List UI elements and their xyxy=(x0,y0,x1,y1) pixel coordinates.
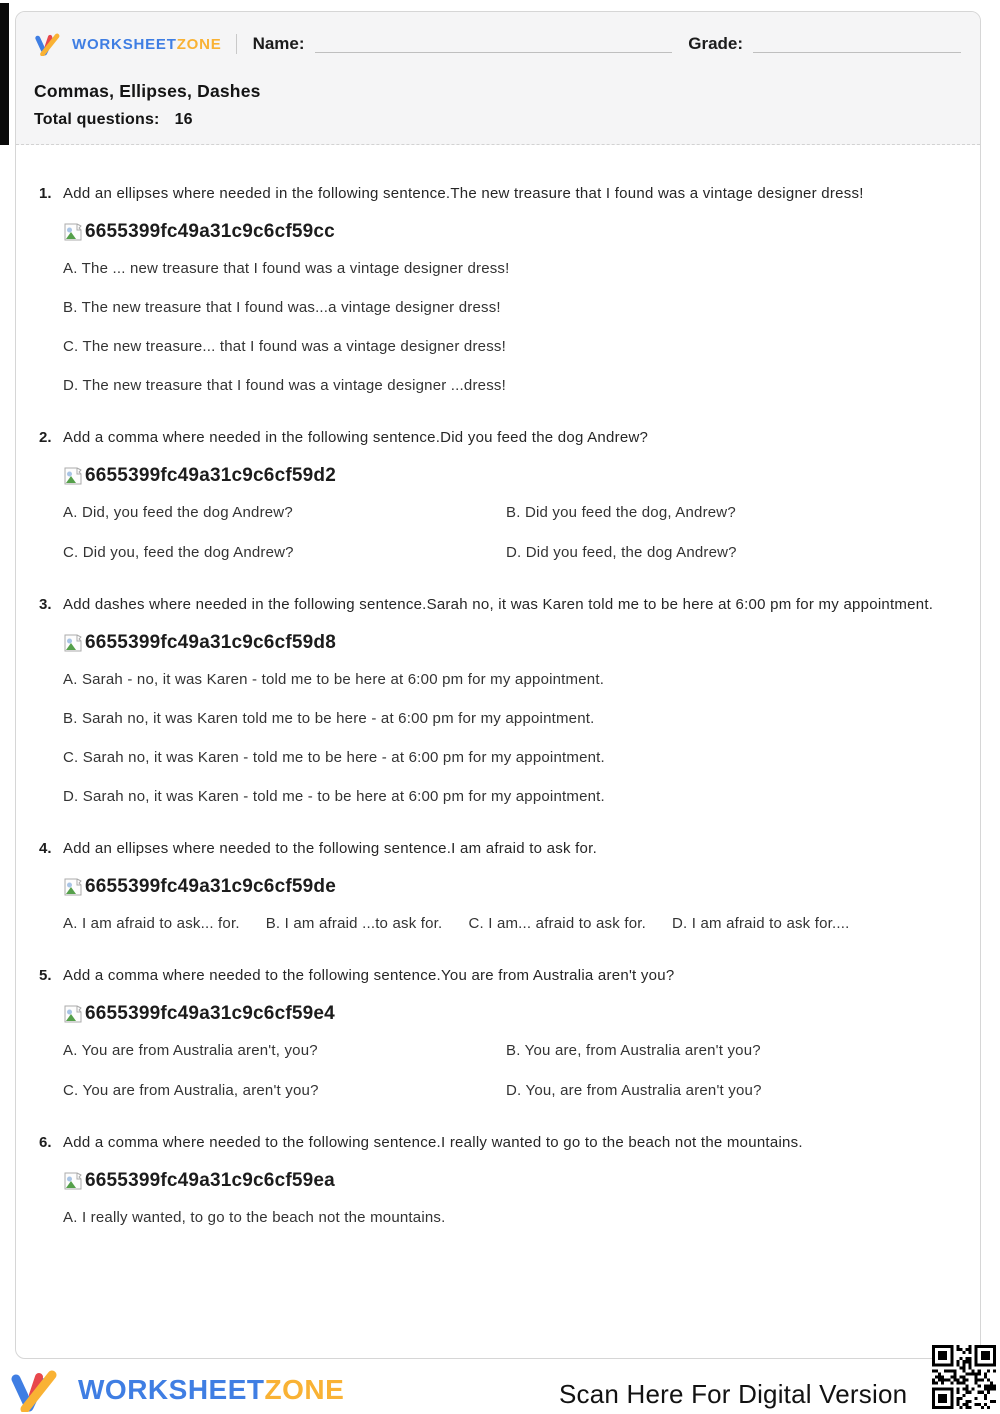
answer-option[interactable]: C. Sarah no, it was Karen - told me to be here - at 6:00 pm for my appointment. xyxy=(63,749,605,766)
image-placeholder xyxy=(63,1001,956,1027)
image-placeholder xyxy=(63,463,956,489)
question xyxy=(39,836,956,933)
question-number: 1. xyxy=(39,185,52,202)
footer-brand-name: WORKSHEETZONE xyxy=(78,1374,345,1405)
answer-option[interactable]: B. You are, from Australia aren't you? xyxy=(506,1042,761,1059)
answer-option[interactable]: B. The new treasure that I found was...a vintage designer dress! xyxy=(63,299,501,316)
options xyxy=(63,1209,956,1227)
brand-name: WORKSHEETZONE xyxy=(72,35,222,53)
question-number: 4. xyxy=(39,840,52,857)
answer-option[interactable]: D. You, are from Australia aren't you? xyxy=(506,1082,762,1099)
image-alt-text: 6655399fc49a31c9c6cf59e4 xyxy=(85,1003,335,1024)
image-placeholder xyxy=(63,1168,956,1194)
answer-option[interactable]: A. Did, you feed the dog Andrew? xyxy=(63,504,293,521)
answer-option[interactable]: A. I really wanted, to go to the beach not the mountains. xyxy=(63,1209,446,1226)
header-divider xyxy=(236,34,237,54)
answer-option[interactable]: B. Did you feed the dog, Andrew? xyxy=(506,504,736,521)
grade-label: Grade: xyxy=(688,34,744,53)
answer-option[interactable]: A. You are from Australia aren't, you? xyxy=(63,1042,318,1059)
broken-image-icon xyxy=(63,1004,83,1024)
worksheetzone-logo-icon xyxy=(34,32,64,56)
question-text: Add an ellipses where needed in the following sentence.The new treasure that I found was a vintage designer dress! xyxy=(63,185,864,202)
answer-option[interactable]: A. Sarah - no, it was Karen - told me to be here at 6:00 pm for my appointment. xyxy=(63,671,605,688)
question-content xyxy=(63,592,956,806)
options xyxy=(63,1042,956,1100)
answer-option[interactable]: B. I am afraid ...to ask for. xyxy=(265,915,443,932)
grade-blank-line[interactable] xyxy=(753,36,961,53)
card-header xyxy=(16,12,980,145)
question-number: 6. xyxy=(39,1134,52,1151)
worksheet-title: Commas, Ellipses, Dashes xyxy=(34,81,261,101)
worksheet-card xyxy=(15,11,981,1359)
total-questions xyxy=(34,111,961,129)
left-edge-strip xyxy=(0,3,9,145)
image-alt-text: 6655399fc49a31c9c6cf59d8 xyxy=(85,632,336,653)
broken-image-icon xyxy=(63,466,83,486)
question-number: 3. xyxy=(39,596,52,613)
options xyxy=(63,260,956,395)
question xyxy=(39,592,956,806)
question-content xyxy=(63,181,956,395)
answer-option[interactable]: B. Sarah no, it was Karen told me to be here - at 6:00 pm for my appointment. xyxy=(63,710,595,727)
image-placeholder xyxy=(63,219,956,245)
question-number: 5. xyxy=(39,967,52,984)
answer-option[interactable]: A. The ... new treasure that I found was a vintage designer dress! xyxy=(63,260,510,277)
question-content xyxy=(63,836,956,933)
answer-option[interactable]: C. You are from Australia, aren't you? xyxy=(63,1082,319,1099)
question-text: Add a comma where needed to the following sentence.I really wanted to go to the beach not the mountains. xyxy=(63,1134,803,1151)
answer-option[interactable]: D. The new treasure that I found was a vintage designer ...dress! xyxy=(63,377,506,394)
question-content xyxy=(63,1130,956,1227)
question-content xyxy=(63,425,956,562)
question-content xyxy=(63,963,956,1100)
answer-option[interactable]: C. I am... afraid to ask for. xyxy=(468,915,646,932)
question-text: Add dashes where needed in the following sentence.Sarah no, it was Karen told me to be here at 6:00 pm for my appointment. xyxy=(63,596,934,613)
question xyxy=(39,181,956,395)
question xyxy=(39,425,956,562)
question-text: Add a comma where needed in the following sentence.Did you feed the dog Andrew? xyxy=(63,429,649,446)
broken-image-icon xyxy=(63,633,83,653)
image-placeholder xyxy=(63,630,956,656)
answer-option[interactable]: C. The new treasure... that I found was a vintage designer dress! xyxy=(63,338,506,355)
questions-area xyxy=(16,145,980,1227)
image-alt-text: 6655399fc49a31c9c6cf59de xyxy=(85,876,336,897)
question xyxy=(39,963,956,1100)
broken-image-icon xyxy=(63,222,83,242)
image-alt-text: 6655399fc49a31c9c6cf59cc xyxy=(85,221,335,242)
scan-here-text: Scan Here For Digital Version xyxy=(559,1379,908,1409)
name-blank-line[interactable] xyxy=(315,36,673,53)
answer-option[interactable]: D. Did you feed, the dog Andrew? xyxy=(506,544,737,561)
broken-image-icon xyxy=(63,1171,83,1191)
question-number: 2. xyxy=(39,429,52,446)
options xyxy=(63,504,956,562)
footer-brand-logo xyxy=(6,1368,344,1412)
answer-option[interactable]: D. Sarah no, it was Karen - told me - to be here at 6:00 pm for my appointment. xyxy=(63,788,605,805)
question xyxy=(39,1130,956,1227)
answer-option[interactable]: D. I am afraid to ask for.... xyxy=(671,915,850,932)
image-placeholder xyxy=(63,874,956,900)
worksheetzone-logo-icon xyxy=(6,1368,68,1412)
brand-logo xyxy=(34,32,222,56)
qr-code xyxy=(932,1345,996,1409)
broken-image-icon xyxy=(63,877,83,897)
options xyxy=(63,671,956,806)
answer-option[interactable]: C. Did you, feed the dog Andrew? xyxy=(63,544,294,561)
question-text: Add an ellipses where needed to the following sentence.I am afraid to ask for. xyxy=(63,840,597,857)
total-questions-value: 16 xyxy=(174,111,193,128)
total-questions-label: Total questions: xyxy=(34,111,160,128)
options xyxy=(63,915,956,933)
question-text: Add a comma where needed to the following sentence.You are from Australia aren't you? xyxy=(63,967,675,984)
name-label: Name: xyxy=(252,34,305,53)
image-alt-text: 6655399fc49a31c9c6cf59d2 xyxy=(85,465,336,486)
image-alt-text: 6655399fc49a31c9c6cf59ea xyxy=(85,1170,335,1191)
answer-option[interactable]: A. I am afraid to ask... for. xyxy=(63,915,240,932)
header-row xyxy=(34,29,961,59)
